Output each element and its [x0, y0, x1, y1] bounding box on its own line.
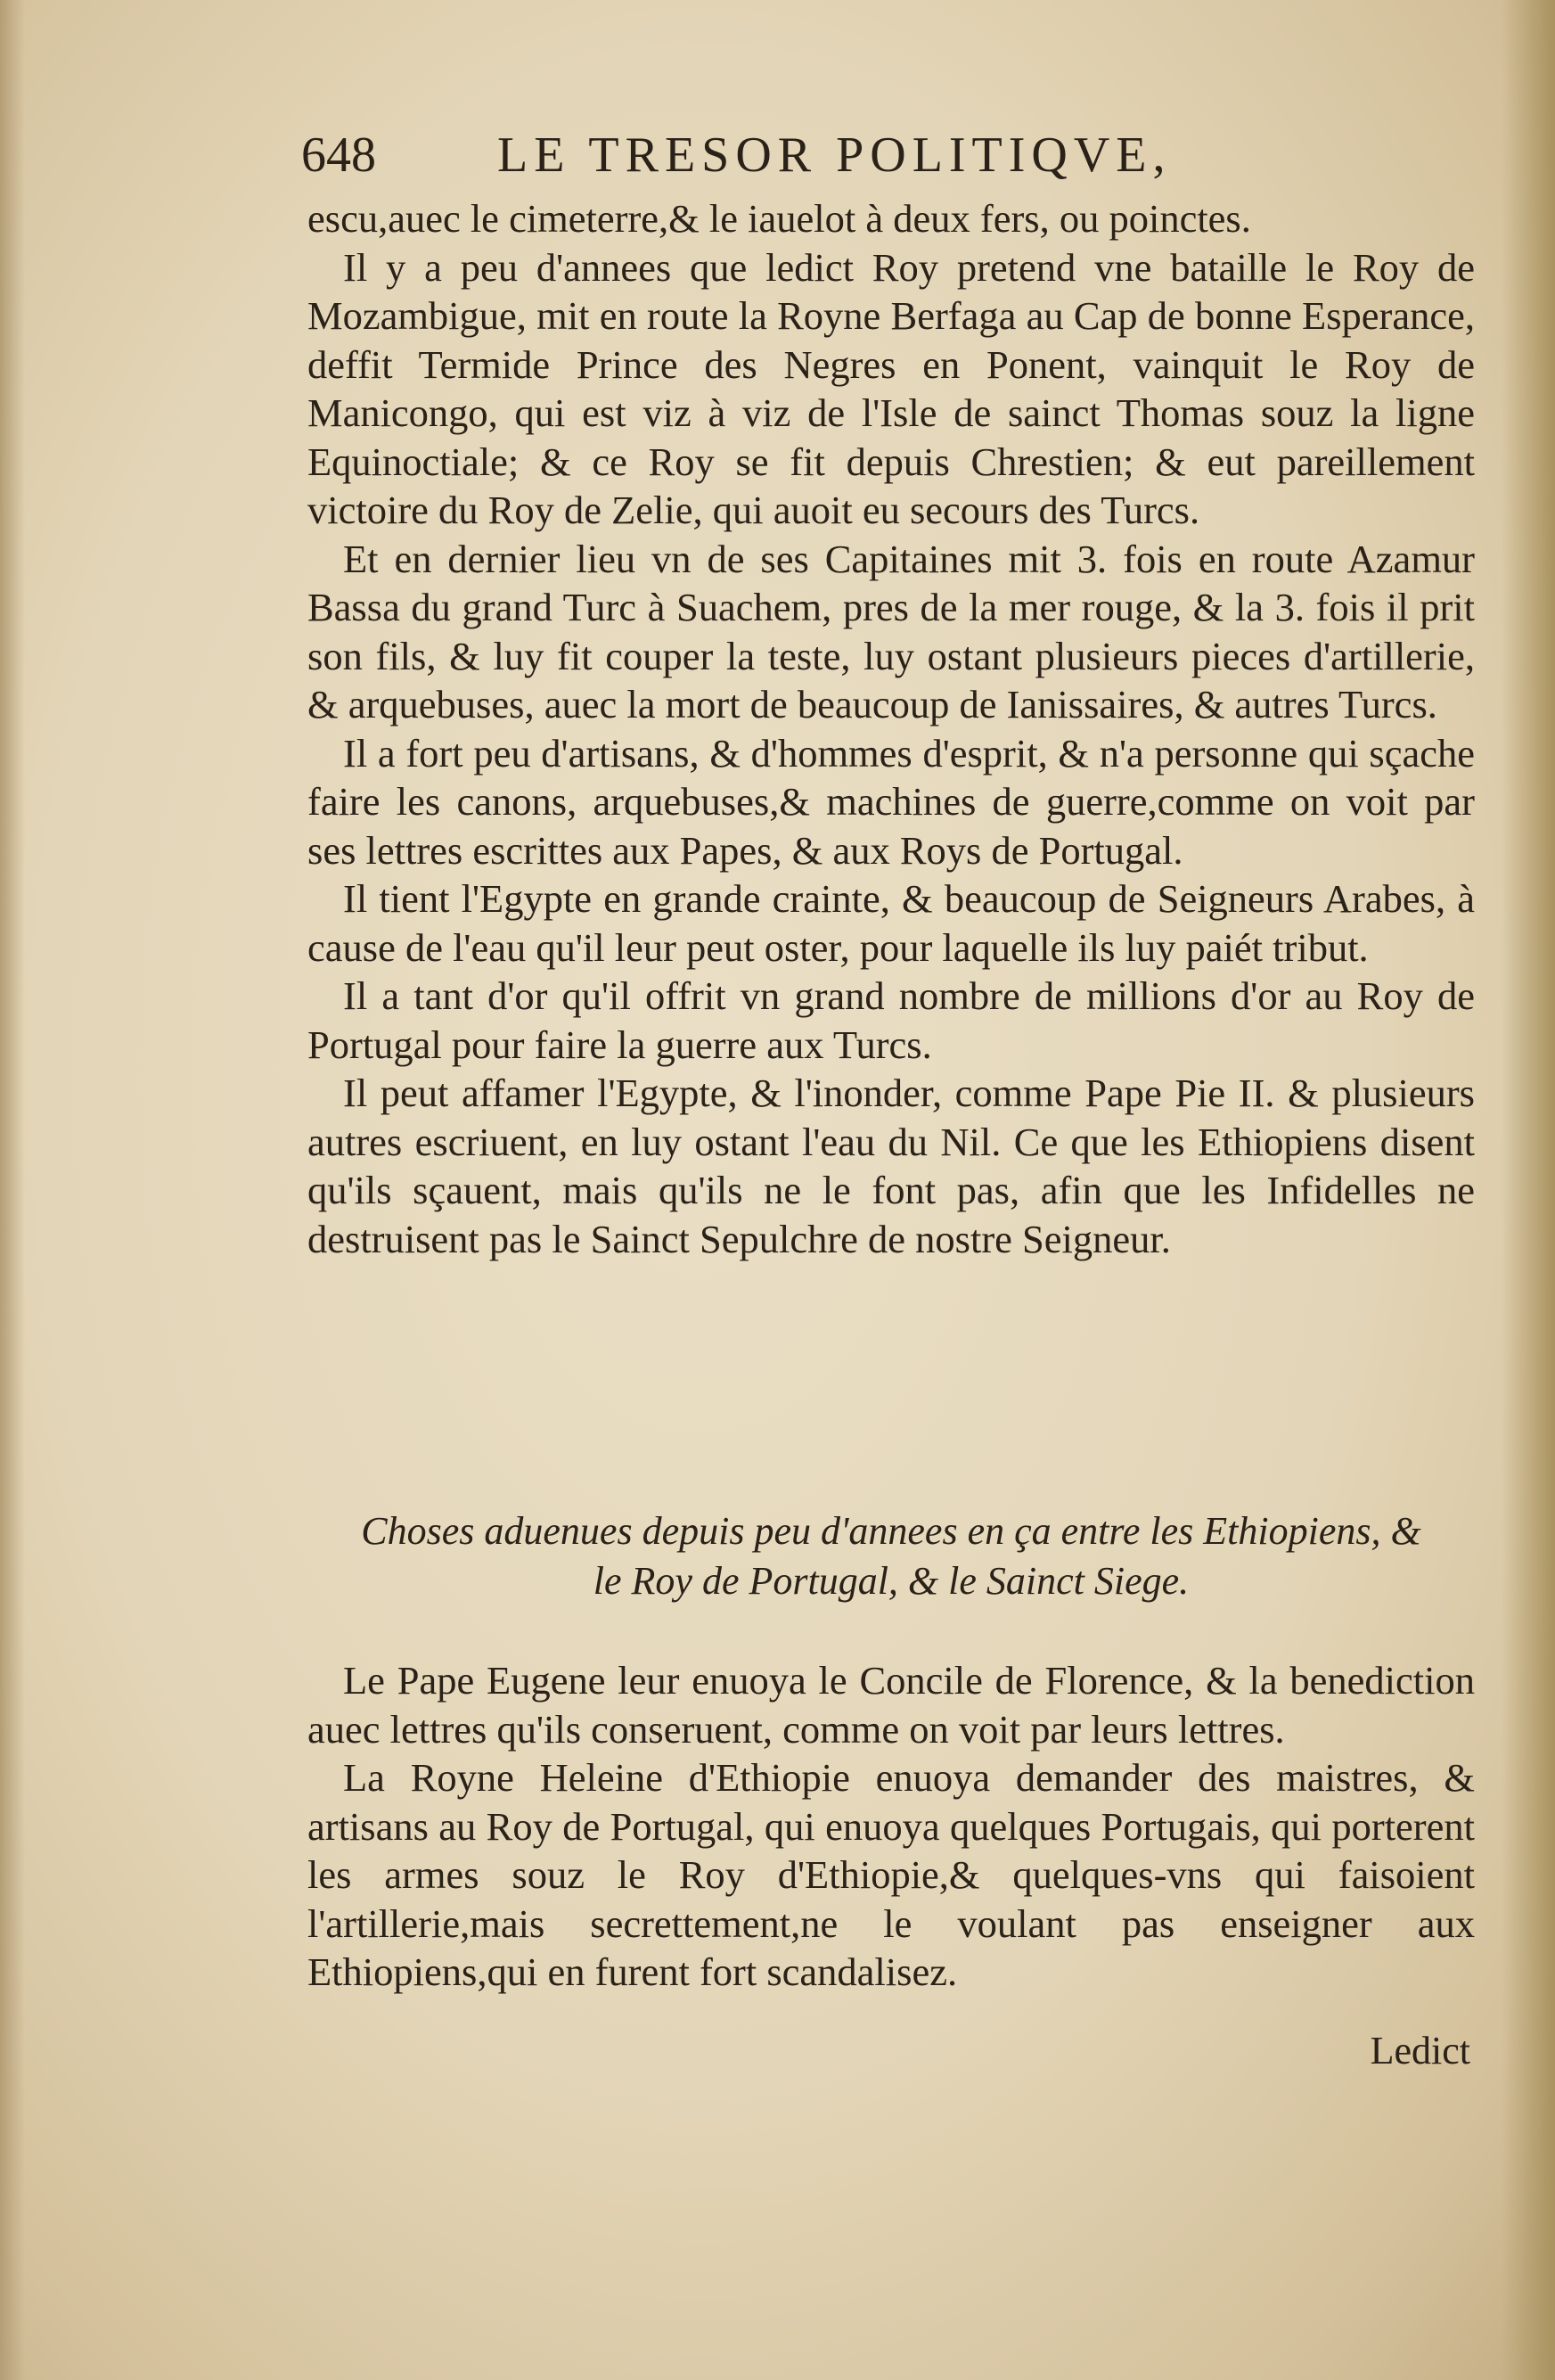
page-number: 648: [301, 127, 376, 183]
section-heading-line: Choses aduenues depuis peu d'annees en ça entre les Ethiopiens, &: [361, 1509, 1421, 1553]
body-text-section: [307, 1656, 1475, 1997]
page-gutter-shadow: [0, 0, 25, 2380]
paragraph: La Royne Heleine d'Ethiopie enuoya demander des maistres, & artisans au Roy de Portugal, qui enuoya quelques Portugais, qui porterent les armes souz le Roy d'Ethiopie,& quelques-vns qui faisoient l'artillerie,mais secrettement,ne le voulant pas enseigner aux Ethiopiens,qui en furent fort scandalisez.: [307, 1755, 1475, 1994]
paragraph: Et en dernier lieu vn de ses Capitaines mit 3. fois en route Azamur Bassa du grand Turc à Suachem, pres de la mer rouge, & la 3. fois il prit son fils, & luy fit couper la teste, luy ostant plusieurs pieces d'artillerie, & arquebuses, auec la mort de beaucoup de Ianissaires, & autres Turcs.: [307, 536, 1475, 726]
paragraph: escu,auec le cimeterre,& le iauelot à deux fers, ou poinctes.: [307, 196, 1251, 241]
section-heading: [307, 1506, 1475, 1606]
catchword: Ledict: [1370, 2029, 1470, 2072]
body-text: [307, 194, 1475, 1263]
paragraph: Il a fort peu d'artisans, & d'hommes d'esprit, & n'a personne qui sçache faire les canons, arquebuses,& machines de guerre,comme on voit par ses lettres escrittes aux Papes, & aux Roys de Portugal.: [307, 730, 1475, 873]
running-title: LE TRESOR POLITIQVE,: [497, 127, 1172, 183]
paragraph: Le Pape Eugene leur enuoya le Concile de Florence, & la benediction auec lettres qu'ils conseruent, comme on voit par leurs lettres.: [307, 1658, 1475, 1752]
paragraph: Il y a peu d'annees que ledict Roy pretend vne bataille le Roy de Mozambigue, mit en route la Royne Berfaga au Cap de bonne Esperance, deffit Termide Prince des Negres en Ponent, vainquit le Roy de Manicongo, qui est viz à viz de l'Isle de sainct Thomas souz la ligne Equinoctiale; & ce Roy se fit depuis Chrestien; & eut pareillement victoire du Roy de Zelie, qui auoit eu secours des Turcs.: [307, 244, 1475, 532]
paragraph: Il tient l'Egypte en grande crainte, & beaucoup de Seigneurs Arabes, à cause de l'eau qu'il leur peut oster, pour laquelle ils luy paiét tribut.: [307, 876, 1475, 970]
section-heading-line: le Roy de Portugal, & le Sainct Siege.: [593, 1559, 1190, 1603]
paragraph: Il a tant d'or qu'il offrit vn grand nombre de millions d'or au Roy de Portugal pour faire la guerre aux Turcs.: [307, 973, 1475, 1067]
paragraph: Il peut affamer l'Egypte, & l'inonder, comme Pape Pie II. & plusieurs autres escriuent, en luy ostant l'eau du Nil. Ce que les Ethiopiens disent qu'ils sçauent, mais qu'ils ne le font pas, afin que les Infidelles ne destruisent pas le Sainct Sepulchre de nostre Seigneur.: [307, 1071, 1475, 1261]
page-edge-shadow: [1502, 0, 1555, 2380]
running-head: [301, 127, 1308, 183]
